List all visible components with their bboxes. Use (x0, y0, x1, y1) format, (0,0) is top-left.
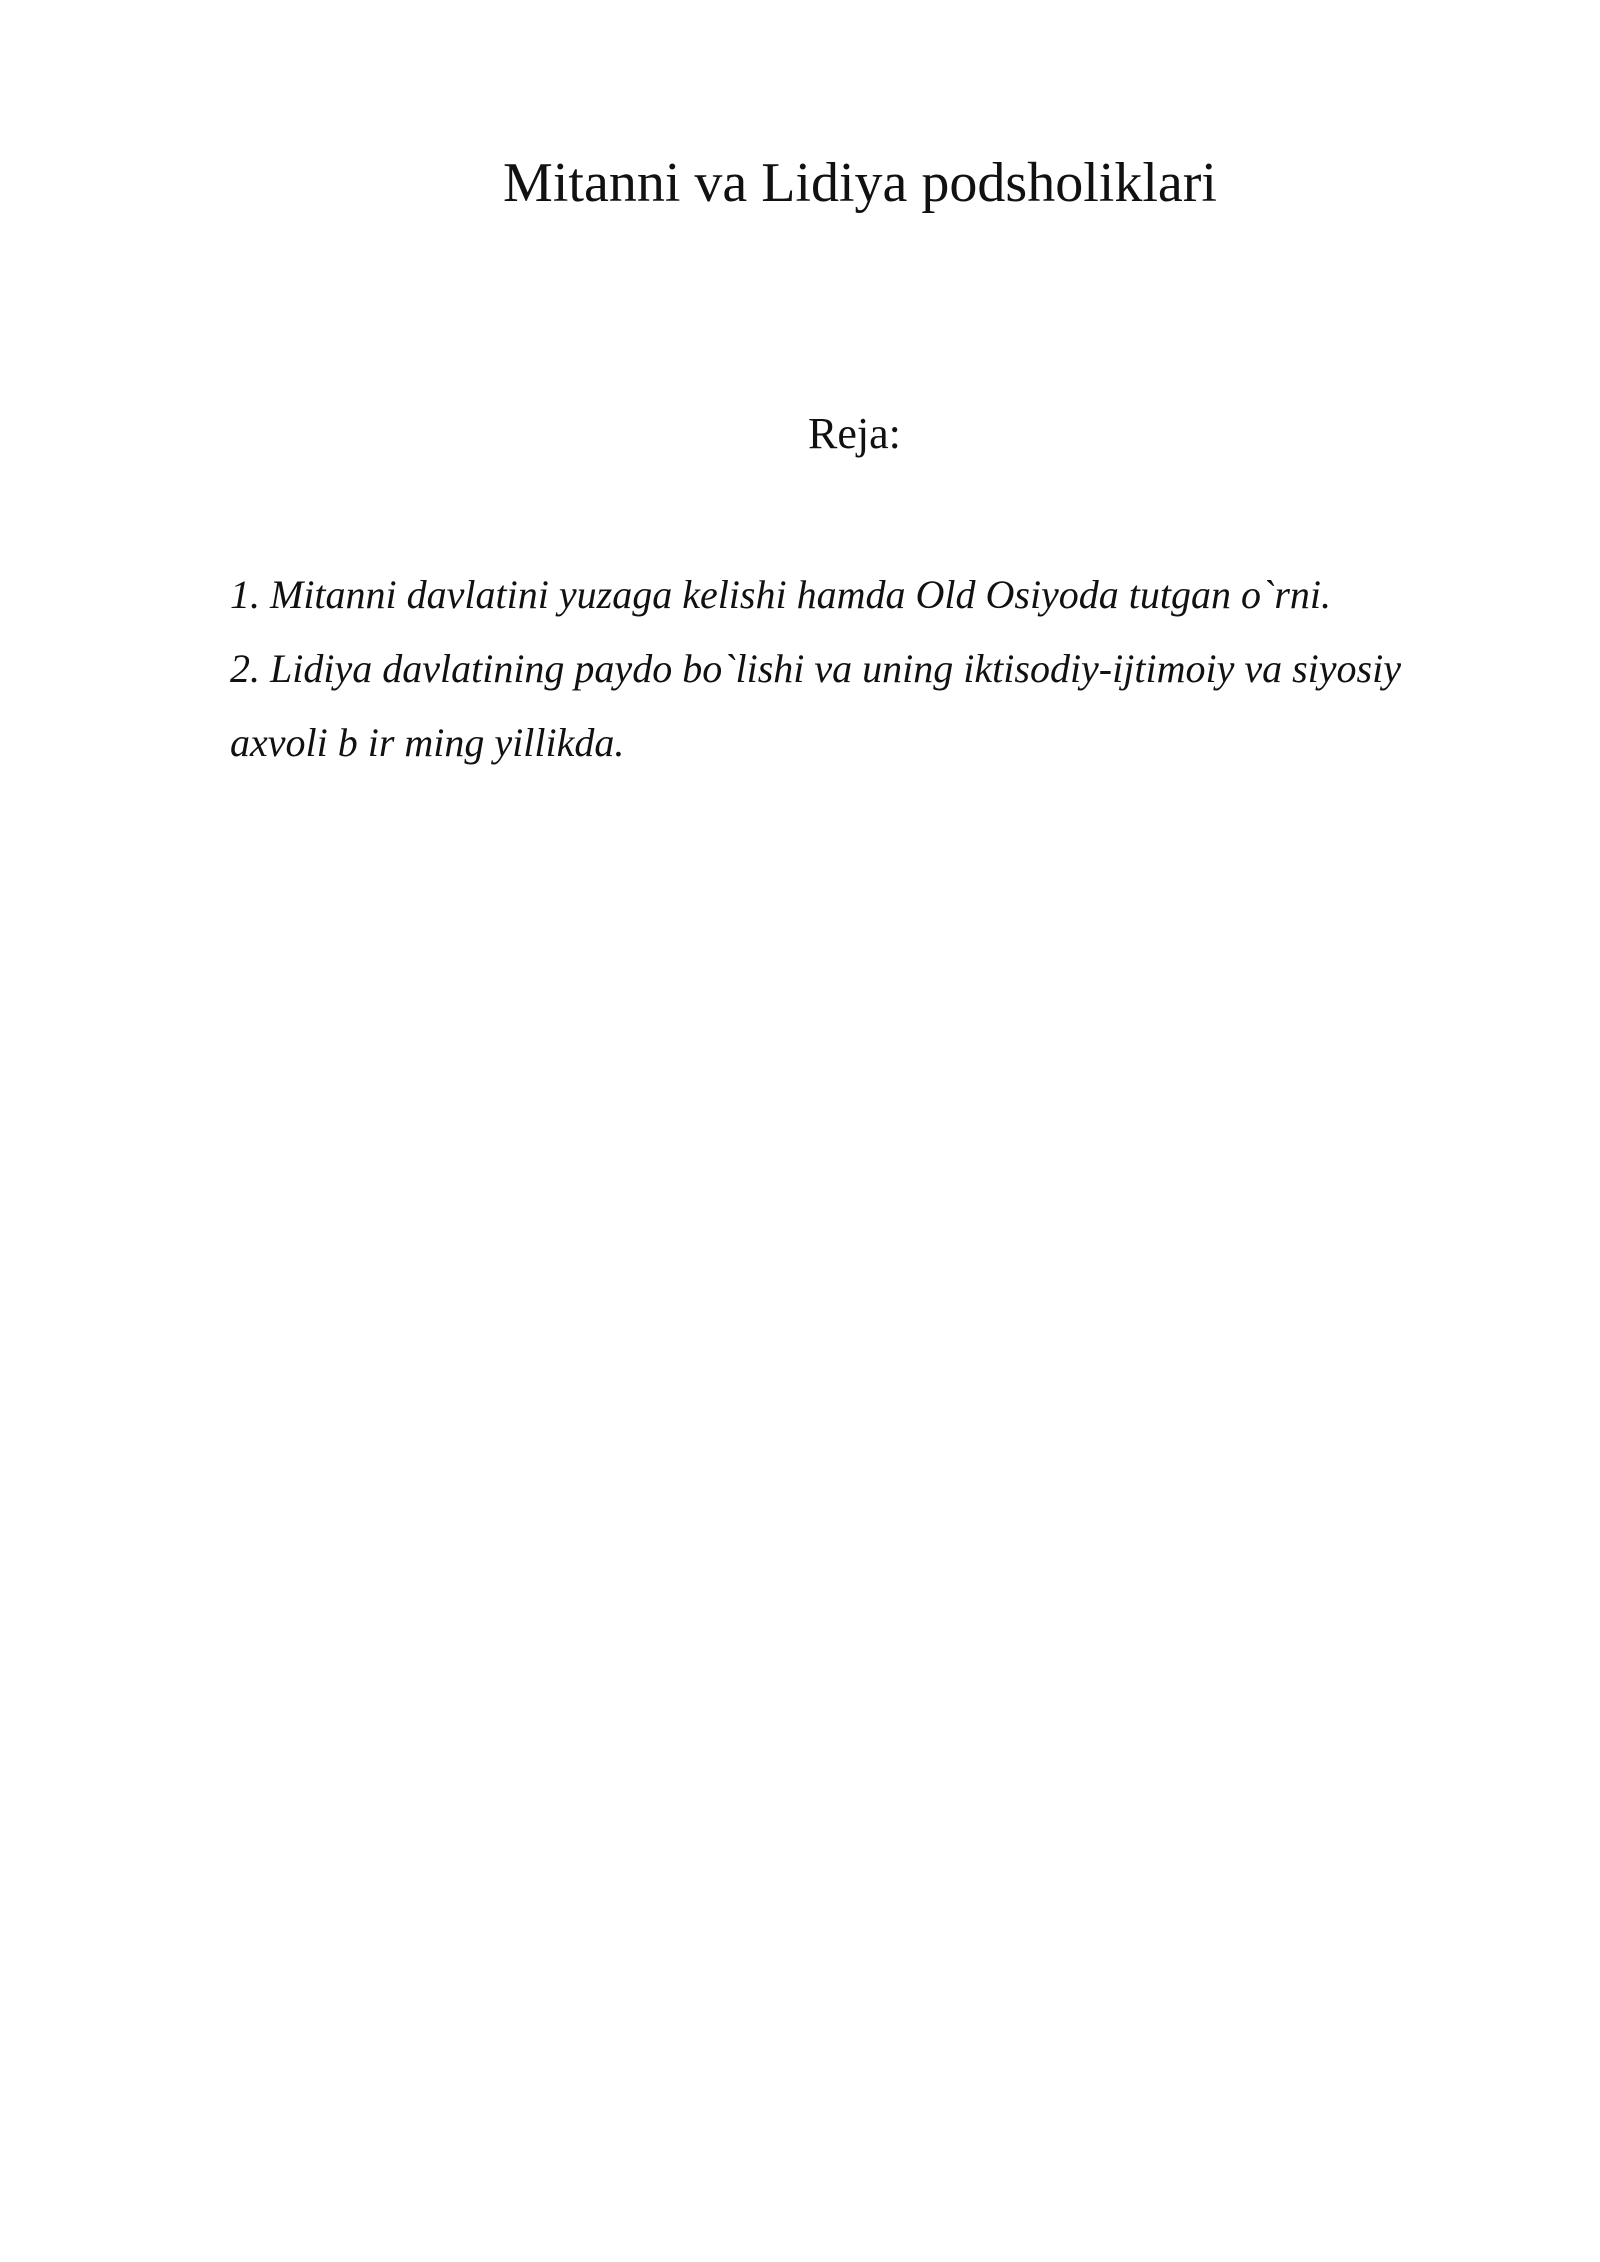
plan-list (230, 558, 1490, 780)
plan-heading: Reja: (808, 409, 901, 458)
document-title: Mitanni va Lidiya podsholiklari (503, 152, 1217, 214)
plan-item-2: 2. Lidiya davlatining paydo bo`lishi va uning iktisodiy-ijtimoiy va siyosiy axvoli b ir ming yillikda. (230, 646, 1401, 765)
plan-item-1: 1. Mitanni davlatini yuzaga kelishi hamda Old Osiyoda tutgan o`rni. (230, 572, 1332, 617)
